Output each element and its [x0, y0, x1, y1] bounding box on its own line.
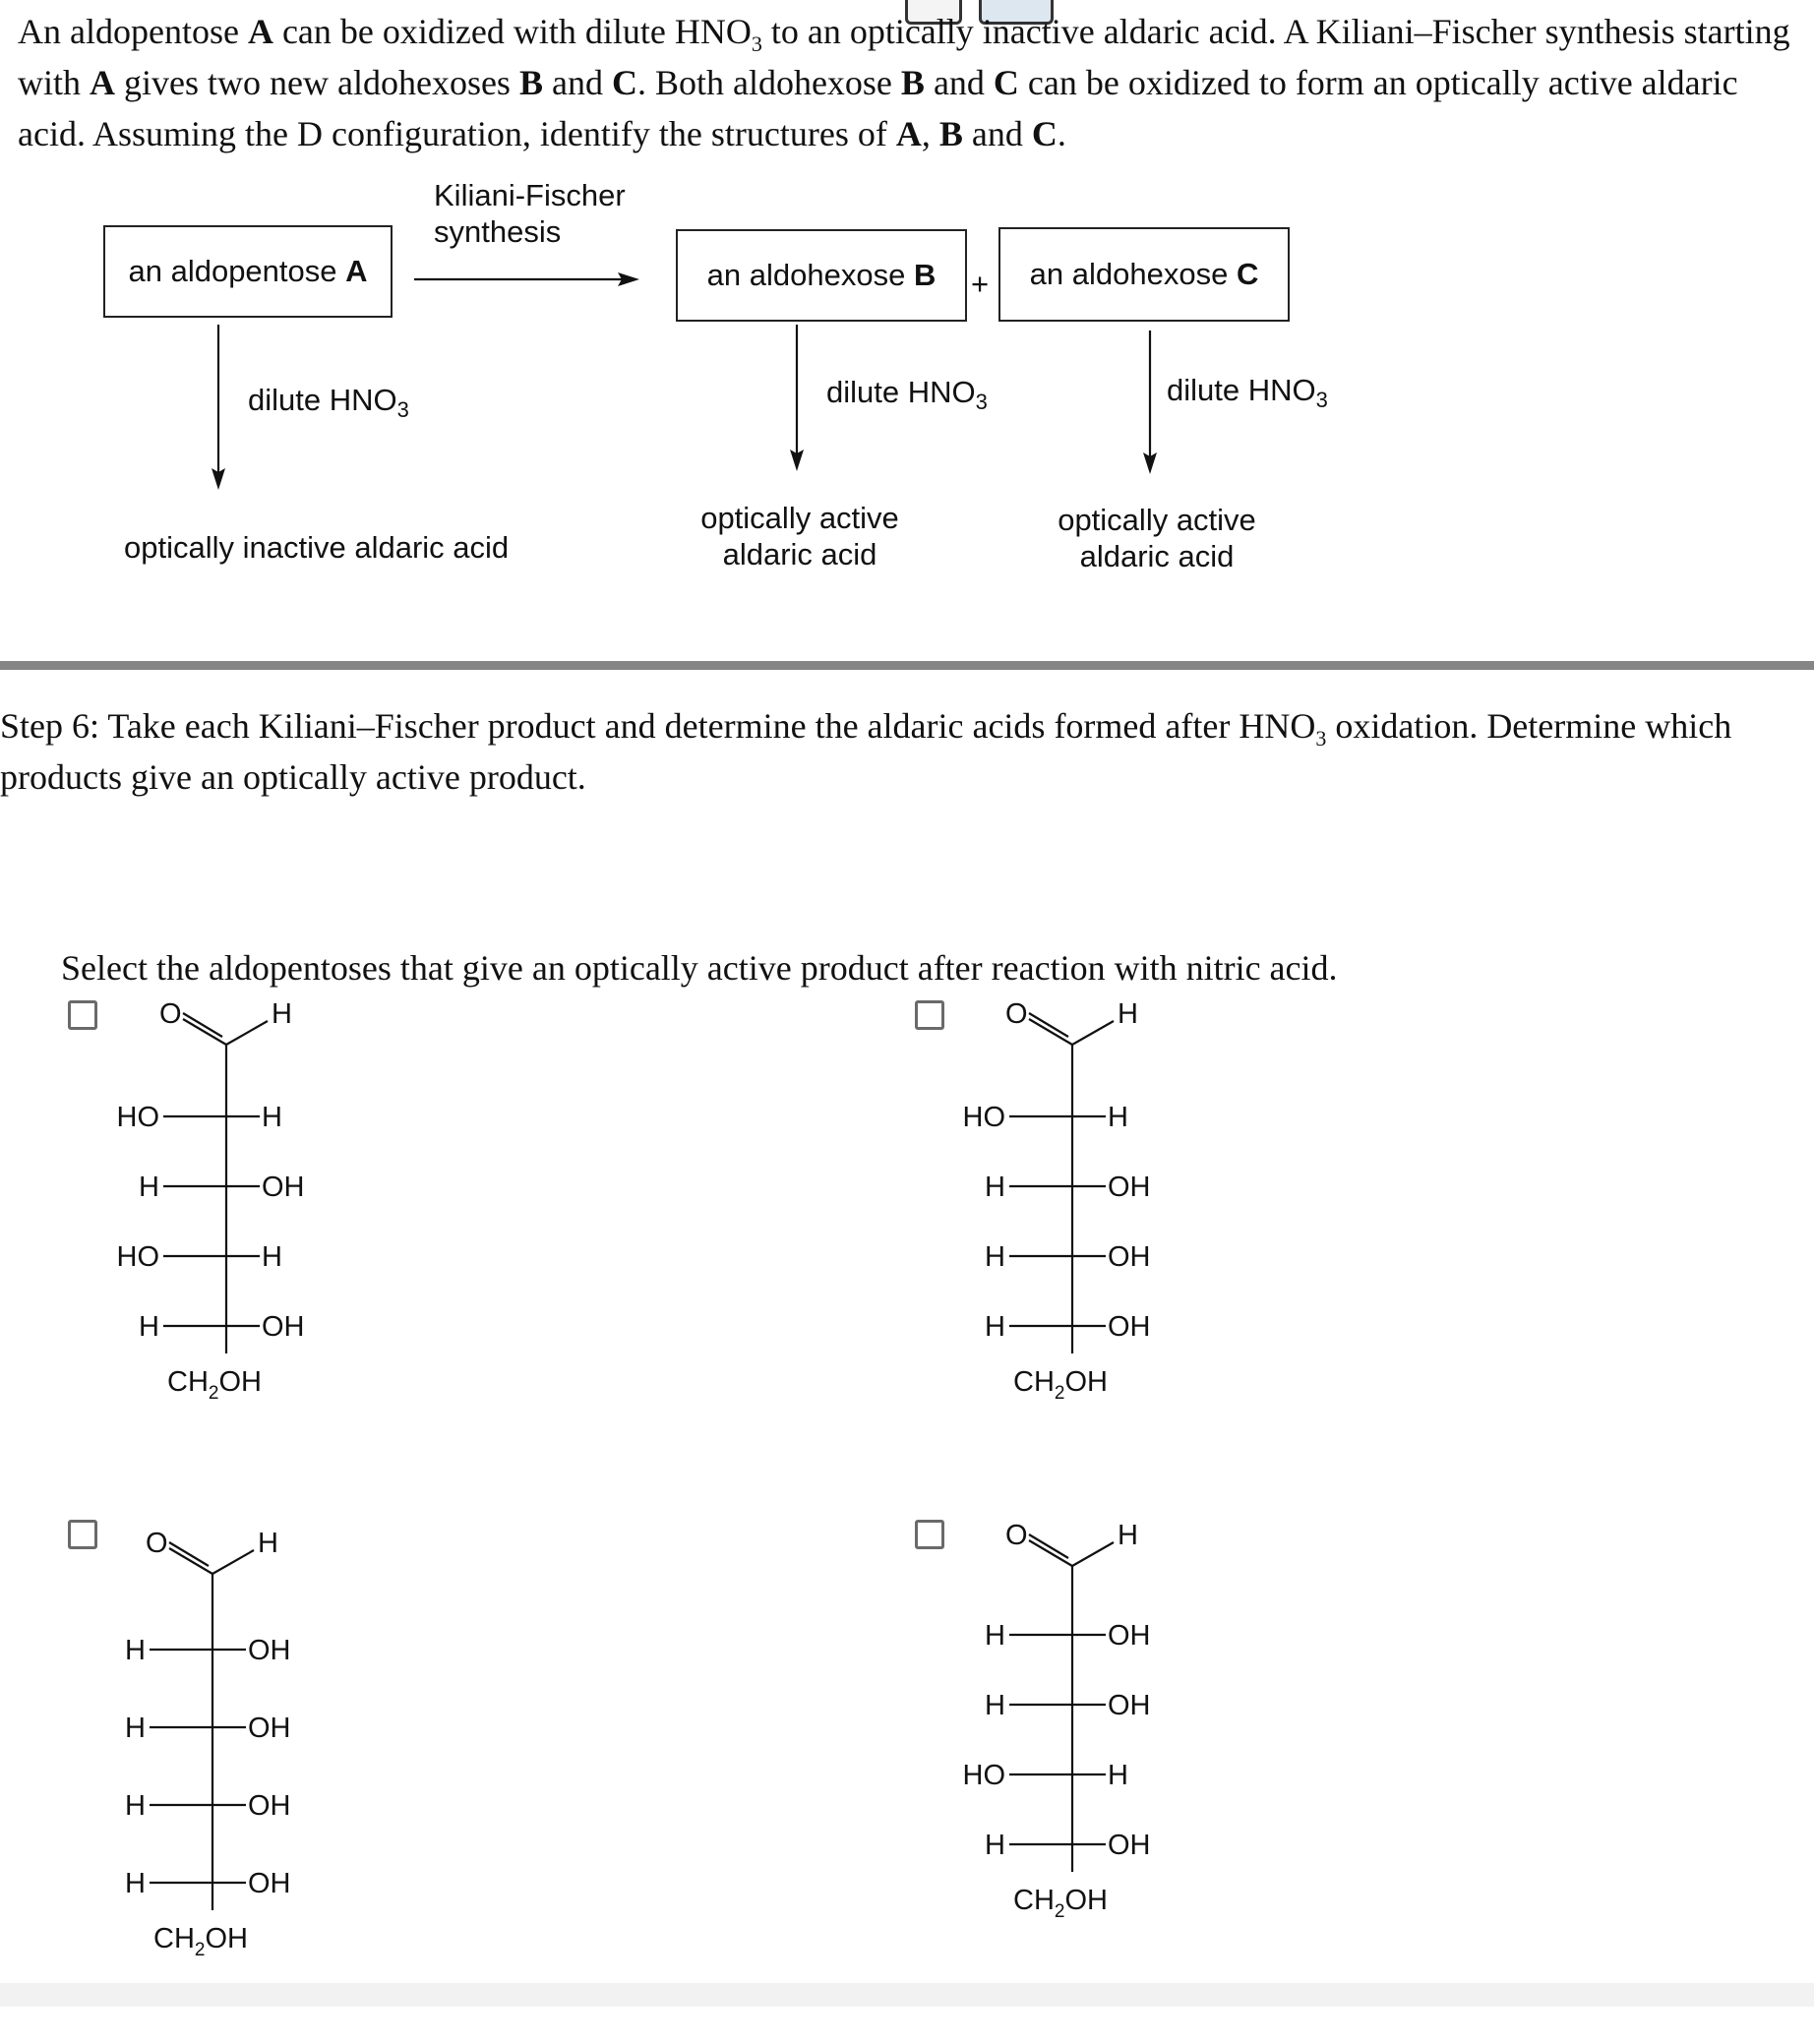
- aldehyde-h-label: H: [272, 998, 292, 1030]
- product-b-label: [639, 500, 960, 572]
- left-substituent: H: [125, 1713, 146, 1744]
- reagent-b: [826, 374, 988, 415]
- ch-text: CH: [167, 1366, 209, 1398]
- carbonyl-bond: [1029, 1019, 1072, 1045]
- oxygen-label: O: [146, 1528, 168, 1559]
- problem-part: and: [962, 114, 1032, 153]
- left-substituent: H: [985, 1172, 1005, 1203]
- box-b-bold: B: [913, 258, 937, 292]
- aldehyde-h-label: H: [258, 1528, 278, 1559]
- carbonyl-double-bond: [1029, 1013, 1068, 1037]
- right-substituent: H: [1108, 1102, 1128, 1133]
- aldehyde-h-bond: [1072, 1021, 1114, 1045]
- option-2-fischer-projection: [915, 974, 1269, 1525]
- kiliani-line2: synthesis: [434, 214, 562, 249]
- right-substituent: OH: [262, 1172, 305, 1203]
- problem-part: B: [900, 63, 925, 102]
- left-substituent: H: [125, 1790, 146, 1822]
- ch2-subscript: 2: [208, 1383, 219, 1404]
- carbonyl-bond: [169, 1548, 212, 1574]
- ch2-subscript: 2: [194, 1940, 206, 1960]
- problem-part: can be oxidized to form an optically active aldaric acid. Assuming the: [18, 63, 1747, 153]
- product-c-label: [997, 502, 1317, 574]
- problem-part: A: [90, 63, 116, 102]
- step-6-prefix: Step 6: Take each Kiliani–Fischer product and determine the aldaric acids formed after HNO: [0, 706, 1316, 746]
- step-6-sub: 3: [1315, 726, 1327, 751]
- product-c-line1: optically active: [1058, 503, 1256, 537]
- product-b-line1: optically active: [700, 501, 899, 535]
- ch2oh-label: [167, 1366, 262, 1404]
- problem-part: D: [296, 114, 323, 153]
- left-substituent: H: [985, 1830, 1005, 1861]
- plus-sign: +: [971, 267, 990, 301]
- oh-text: OH: [218, 1366, 262, 1398]
- right-substituent: OH: [1108, 1620, 1151, 1652]
- ch2oh-label: [1013, 1885, 1108, 1922]
- ch-text: CH: [153, 1923, 195, 1954]
- left-substituent: HO: [962, 1102, 1005, 1133]
- oh-text: OH: [1064, 1366, 1108, 1398]
- ch2oh-label: [1013, 1366, 1108, 1404]
- problem-part: C: [1031, 114, 1058, 153]
- left-substituent: H: [985, 1311, 1005, 1343]
- section-divider: [0, 661, 1814, 670]
- oxygen-label: O: [1005, 1520, 1028, 1551]
- right-substituent: OH: [1108, 1172, 1151, 1203]
- reagent-b-text: dilute HNO: [826, 375, 976, 409]
- problem-part: gives two new aldohexoses: [115, 63, 519, 102]
- reagent-c-sub: 3: [1315, 388, 1328, 413]
- problem-part: 3: [751, 31, 762, 57]
- product-c-line2: aldaric acid: [1079, 539, 1235, 573]
- ch2-subscript: 2: [1054, 1383, 1065, 1404]
- oxygen-label: O: [159, 998, 182, 1030]
- carbonyl-bond: [1029, 1540, 1072, 1566]
- left-substituent: HO: [116, 1241, 159, 1273]
- box-c-bold: C: [1236, 257, 1259, 291]
- reagent-a: [248, 382, 409, 423]
- left-substituent: H: [125, 1868, 146, 1899]
- left-substituent: HO: [116, 1102, 159, 1133]
- problem-part: .: [1057, 114, 1066, 153]
- reagent-a-sub: 3: [396, 397, 409, 423]
- left-substituent: H: [985, 1241, 1005, 1273]
- problem-part: An aldopentose: [18, 12, 248, 51]
- ch2oh-label: [153, 1923, 248, 1960]
- oh-text: OH: [1064, 1885, 1108, 1916]
- right-substituent: OH: [1108, 1690, 1151, 1721]
- problem-part: . Both aldohexose: [636, 63, 901, 102]
- problem-part: and: [542, 63, 612, 102]
- problem-part: and: [924, 63, 994, 102]
- carbonyl-double-bond: [1029, 1534, 1068, 1558]
- box-a-bold: A: [345, 254, 368, 288]
- reagent-b-sub: 3: [975, 390, 988, 415]
- right-substituent: H: [262, 1241, 282, 1273]
- left-substituent: H: [139, 1172, 159, 1203]
- kiliani-line1: Kiliani-Fischer: [434, 178, 626, 212]
- right-substituent: H: [1108, 1760, 1128, 1791]
- ch-text: CH: [1013, 1885, 1055, 1916]
- problem-part: to an optically inactive aldaric acid. A Kiliani–Fischer synthesis starting with: [18, 12, 1799, 102]
- box-c-text: an aldohexose: [1029, 257, 1237, 291]
- problem-part: ,: [921, 114, 939, 153]
- box-b-text: an aldohexose: [706, 258, 914, 292]
- option-1-fischer-projection: [69, 974, 423, 1525]
- aldehyde-h-bond: [1072, 1542, 1114, 1566]
- right-substituent: OH: [248, 1713, 291, 1744]
- reagent-c-text: dilute HNO: [1167, 373, 1316, 407]
- carbonyl-double-bond: [183, 1013, 222, 1037]
- reagent-c: [1167, 372, 1328, 413]
- question-prompt: Select the aldopentoses that give an optically active product after reaction with nitric acid.: [61, 948, 1338, 988]
- right-substituent: OH: [248, 1868, 291, 1899]
- aldehyde-h-bond: [212, 1550, 254, 1574]
- left-substituent: H: [985, 1620, 1005, 1652]
- left-substituent: HO: [962, 1760, 1005, 1791]
- reagent-a-text: dilute HNO: [248, 383, 397, 417]
- right-substituent: OH: [1108, 1311, 1151, 1343]
- right-substituent: OH: [1108, 1241, 1151, 1273]
- step-6-suffix: oxidation. Determine which products give an optically active product.: [0, 706, 1732, 797]
- problem-part: C: [611, 63, 637, 102]
- aldehyde-h-label: H: [1118, 1520, 1138, 1551]
- reaction-diagram: [0, 0, 1814, 659]
- right-substituent: OH: [1108, 1830, 1151, 1861]
- aldehyde-h-label: H: [1118, 998, 1138, 1030]
- right-substituent: OH: [262, 1311, 305, 1343]
- problem-part: C: [993, 63, 1019, 102]
- problem-part: can be oxidized with dilute HNO: [272, 12, 752, 51]
- right-substituent: OH: [248, 1790, 291, 1822]
- left-substituent: H: [139, 1311, 159, 1343]
- option-4-fischer-projection: [915, 1493, 1269, 2044]
- option-3-fischer-projection: [69, 1493, 423, 2044]
- product-b-line2: aldaric acid: [722, 537, 877, 571]
- oxygen-label: O: [1005, 998, 1028, 1030]
- left-substituent: H: [125, 1635, 146, 1666]
- right-substituent: OH: [248, 1635, 291, 1666]
- step-6-text: [0, 700, 1800, 803]
- problem-part: B: [518, 63, 543, 102]
- box-a-text: an aldopentose: [128, 254, 346, 288]
- ch-text: CH: [1013, 1366, 1055, 1398]
- left-substituent: H: [985, 1690, 1005, 1721]
- problem-part: B: [938, 114, 963, 153]
- page-footer-bar: [0, 1983, 1814, 2007]
- oh-text: OH: [205, 1923, 248, 1954]
- carbonyl-bond: [183, 1019, 226, 1045]
- ch2-subscript: 2: [1054, 1901, 1065, 1922]
- aldehyde-h-bond: [226, 1021, 268, 1045]
- carbonyl-double-bond: [169, 1542, 209, 1566]
- problem-part: A: [247, 12, 273, 51]
- product-a-label: optically inactive aldaric acid: [124, 530, 510, 565]
- right-substituent: H: [262, 1102, 282, 1133]
- problem-part: A: [895, 114, 922, 153]
- problem-part: configuration, identify the structures of: [322, 114, 896, 153]
